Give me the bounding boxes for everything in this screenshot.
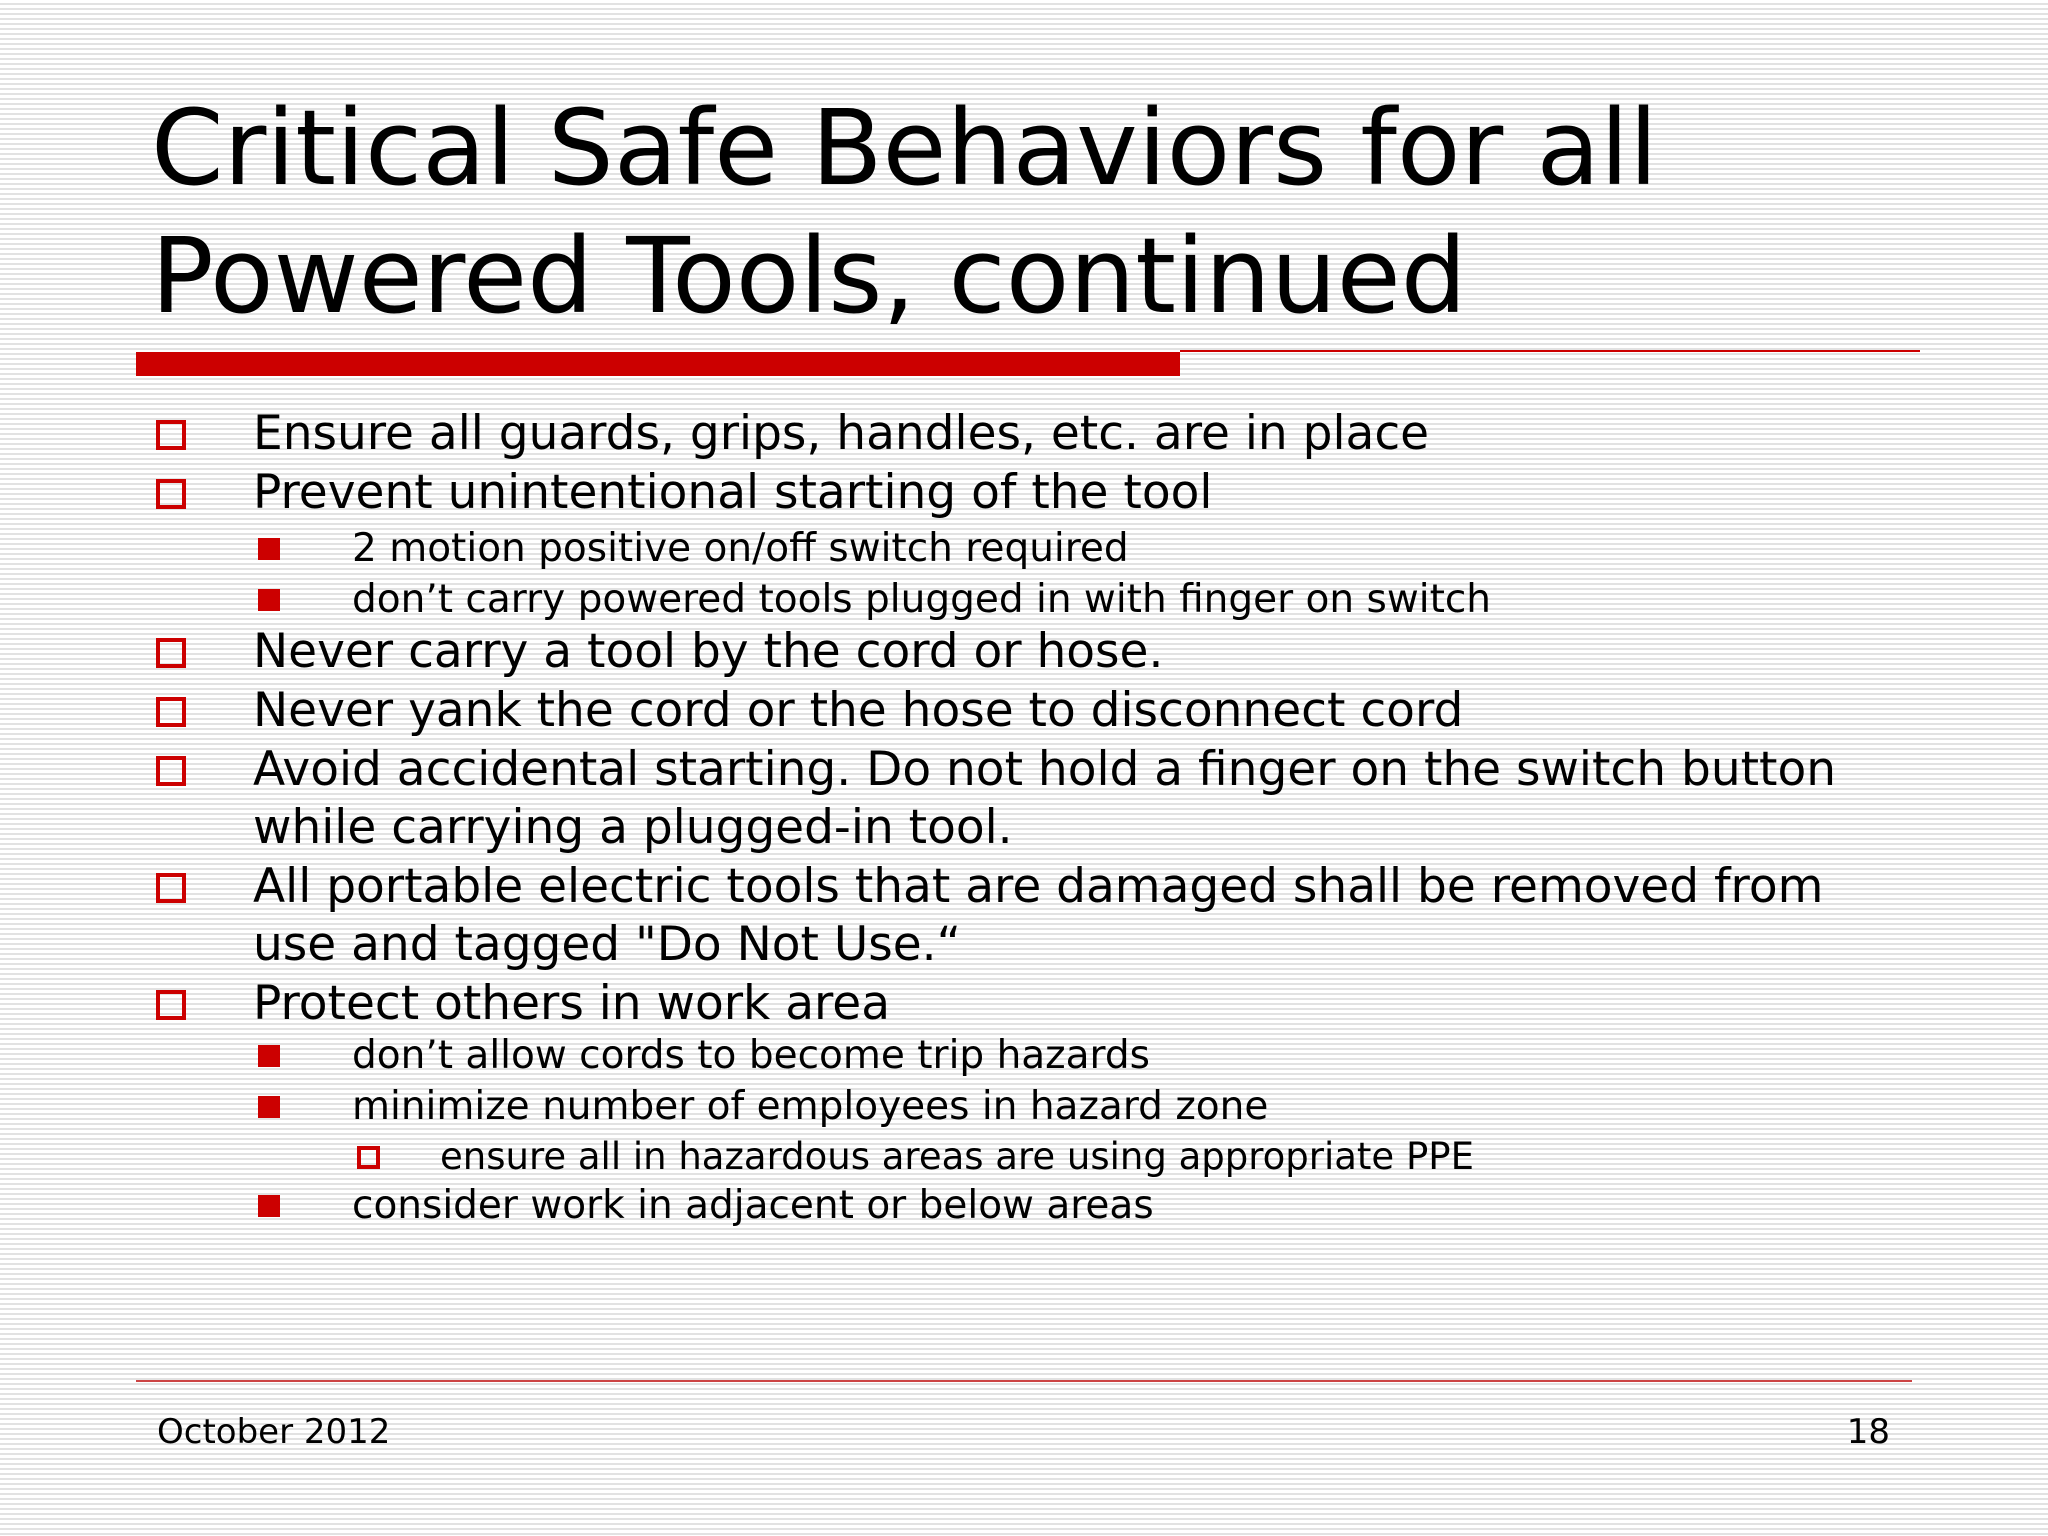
bullet-item [253,464,1212,522]
bullet-text-line: Protect others in work area [253,976,891,1031]
hollow-square-bullet-icon [357,1146,380,1169]
bullet-item [253,858,1823,974]
bullet-item [253,975,890,1033]
slide-title-line-2: Powered Tools, continued [151,215,1467,337]
footer-divider [136,1380,1912,1382]
slide-title-line-1: Critical Safe Behaviors for all [151,87,1658,209]
bullet-text-line: 2 motion positive on/off switch required [352,526,1129,571]
bullet-text-line: minimize number of employees in hazard zone [352,1084,1269,1129]
bullet-item [352,1081,1268,1133]
bullet-item [352,574,1491,626]
bullet-text-line: Ensure all guards, grips, handles, etc. are in place [253,406,1430,461]
hollow-square-bullet-icon [156,697,186,727]
bullet-item [440,1132,1474,1182]
filled-square-bullet-icon [258,538,280,560]
bullet-item [253,682,1463,740]
hollow-square-bullet-icon [156,479,186,509]
filled-square-bullet-icon [258,589,280,611]
bullet-text-line: All portable electric tools that are damaged shall be removed from [253,859,1824,914]
bullet-item [253,623,1163,681]
bullet-text-line: Prevent unintentional starting of the tool [253,465,1213,520]
hollow-square-bullet-icon [156,420,186,450]
bullet-text-line: consider work in adjacent or below areas [352,1183,1154,1228]
footer-date: October 2012 [157,1412,391,1452]
bullet-text-line: use and tagged "Do Not Use.“ [253,917,961,972]
bullet-item [352,523,1129,575]
bullet-item [253,405,1429,463]
filled-square-bullet-icon [258,1096,280,1118]
bullet-text-line: don’t carry powered tools plugged in with finger on switch [352,577,1492,622]
slide-number: 18 [1846,1412,1890,1452]
hollow-square-bullet-icon [156,873,186,903]
bullet-text-line: ensure all in hazardous areas are using appropriate PPE [440,1135,1474,1178]
bullet-text-line: don’t allow cords to become trip hazards [352,1033,1150,1078]
filled-square-bullet-icon [258,1045,280,1067]
hollow-square-bullet-icon [156,756,186,786]
bullet-item [352,1180,1154,1232]
hollow-square-bullet-icon [156,990,186,1020]
bullet-text-line: while carrying a plugged-in tool. [253,800,1013,855]
filled-square-bullet-icon [258,1195,280,1217]
bullet-text-line: Never yank the cord or the hose to disconnect cord [253,683,1464,738]
bullet-item [253,741,1836,857]
bullet-text-line: Never carry a tool by the cord or hose. [253,624,1164,679]
hollow-square-bullet-icon [156,638,186,668]
bullet-text-line: Avoid accidental starting. Do not hold a finger on the switch button [253,742,1837,797]
bullet-item [352,1030,1150,1082]
